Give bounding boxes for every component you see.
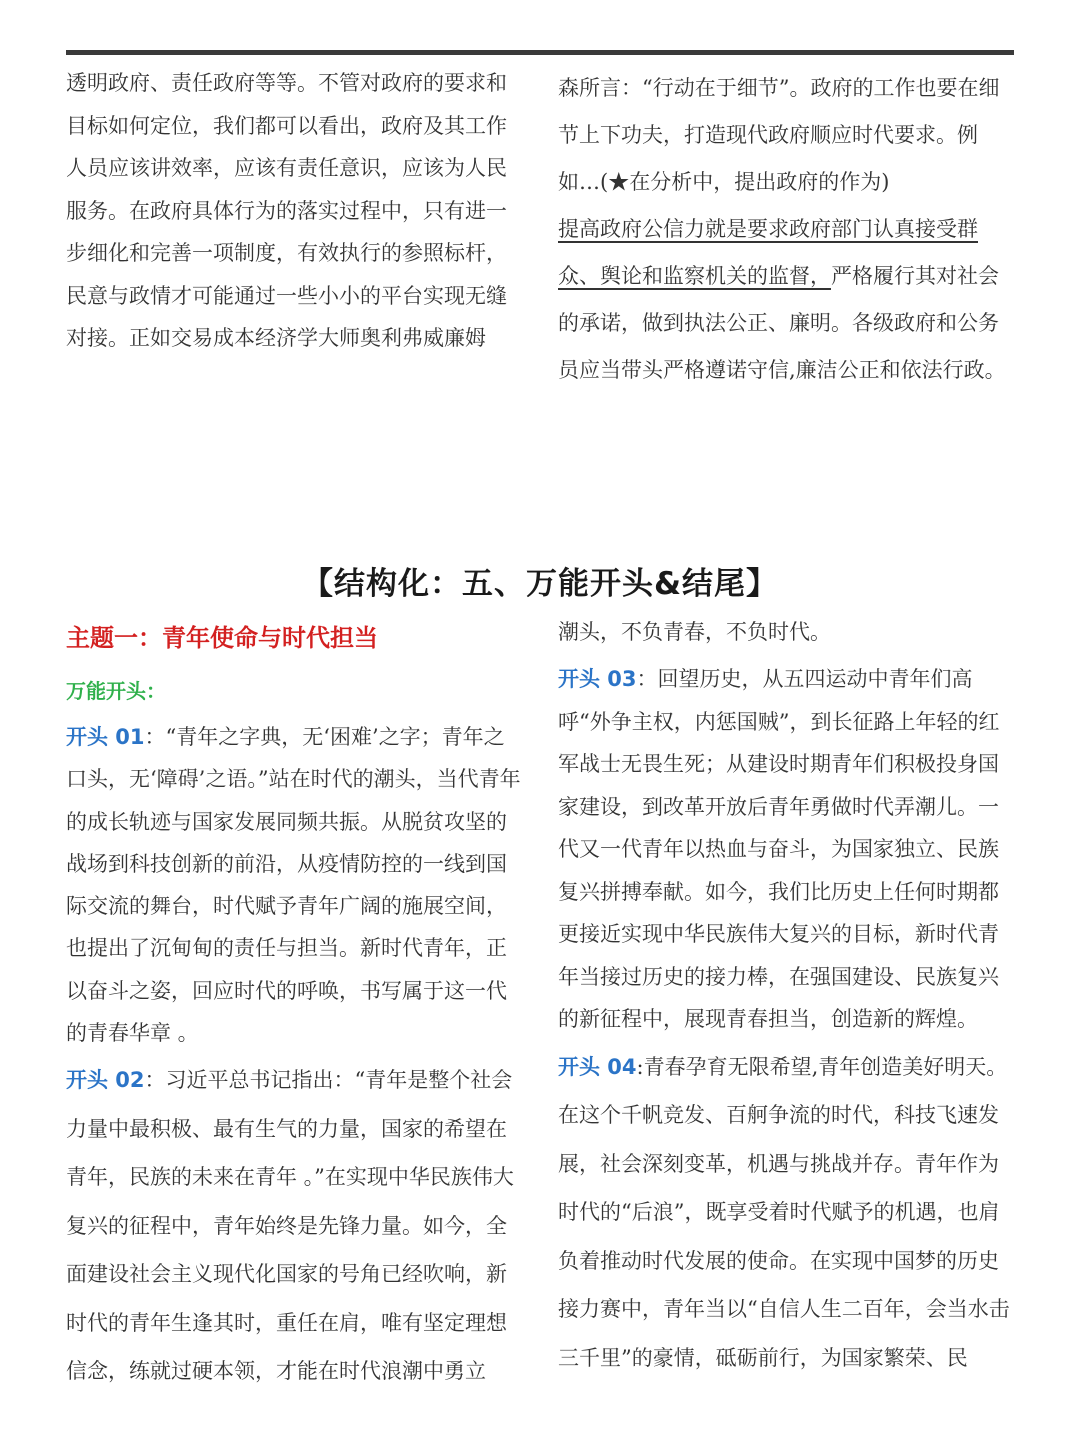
opening-01-paragraph	[66, 716, 522, 1054]
opening-03-label: 开头 03	[558, 667, 637, 691]
top-left-column	[66, 62, 522, 360]
opening-04-paragraph	[558, 1043, 1014, 1383]
top-right-paragraph-1: 森所言：“行动在于细节”。政府的工作也要在细节上下功夫，打造现代政府顺应时代要求。例如…(★在分析中，提出政府的作为)	[558, 76, 1000, 194]
opening-02-continuation: 潮头，不负青春，不负时代。	[558, 620, 831, 644]
bottom-right-column	[558, 610, 1014, 1382]
opening-02-label: 开头 02	[66, 1068, 145, 1093]
opening-section-label: 万能开头：	[66, 679, 166, 703]
theme-title: 主题一：青年使命与时代担当	[66, 624, 378, 652]
opening-03-text: ：回望历史，从五四运动中青年们高呼“外争主权，内惩国贼”，到长征路上年轻的红军战士无畏生死；从建设时期青年们积极投身国家建设，到改革开放后青年勇做时代弄潮儿。一代又一代青年以热血与奋斗，为国家独立、民族复兴拼搏奉献。如今，我们比历史上任何时期都更接近实现中华民族伟大复兴的目标，新时代青年当接过历史的接力棒，在强国建设、民族复兴的新征程中，展现青春担当，创造新的辉煌。	[558, 667, 1000, 1031]
top-right-rest: 严格履行其对社会的承诺，做到执法公正、廉明。各级政府和公务员应当带头严格遵诺守信,廉洁公正和依法行政。	[558, 264, 1006, 382]
top-right-paragraph-2	[558, 206, 1014, 394]
bottom-left-column	[66, 610, 522, 1396]
top-left-paragraph: 透明政府、责任政府等等。不管对政府的要求和目标如何定位，我们都可以看出，政府及其工作人员应该讲效率，应该有责任意识，应该为人民服务。在政府具体行为的落实过程中，只有进一步细化和完善一项制度，有效执行的参照标杆，民意与政情才可能通过一些小小的平台实现无缝对接。正如交易成本经济学大师奥利弗威廉姆	[66, 71, 507, 350]
opening-04-label: 开头 04	[558, 1054, 637, 1079]
opening-01-label: 开头 01	[66, 725, 145, 749]
opening-04-text: :青春孕育无限希望,青年创造美好明天。在这个千帆竞发、百舸争流的时代，科技飞速发展，社会深刻变革，机遇与挑战并存。青年作为时代的“后浪”，既享受着时代赋予的机遇，也肩负着推动时代发展的使命。在实现中国梦的历史接力赛中，青年当以“自信人生二百年，会当水击三千里”的豪情，砥砺前行，为国家繁荣、民	[558, 1054, 1010, 1370]
top-divider-rule	[66, 50, 1014, 55]
section-title: 【结构化：五、万能开头&结尾】	[301, 566, 779, 602]
opening-02-paragraph	[66, 1056, 522, 1396]
opening-02-text: ：习近平总书记指出：“青年是整个社会力量中最积极、最有生气的力量，国家的希望在青年，民族的未来在青年 。”在实现中华民族伟大复兴的征程中，青年始终是先锋力量。如今，全面建设社会主义现代化国家的号角已经吹响，新时代的青年生逢其时，重任在肩，唯有坚定理想信念，练就过硬本领，才能在时代浪潮中勇立	[66, 1068, 514, 1384]
opening-01-text: ：“青年之字典，无‘困难’之字；青年之口头，无‘障碍’之语。”站在时代的潮头，当代青年的成长轨迹与国家发展同频共振。从脱贫攻坚的战场到科技创新的前沿，从疫情防控的一线到国际交流的舞台，时代赋予青年广阔的施展空间，也提出了沉甸甸的责任与担当。新时代青年，正以奋斗之姿，回应时代的呼唤，书写属于这一代的青春华章 。	[66, 725, 521, 1046]
top-right-column	[558, 65, 1014, 394]
opening-03-paragraph	[558, 658, 1014, 1041]
underlined-sentence: 提高政府公信力就是要求政府部门认真接受群众、舆论和监察机关的监督，	[558, 217, 978, 288]
